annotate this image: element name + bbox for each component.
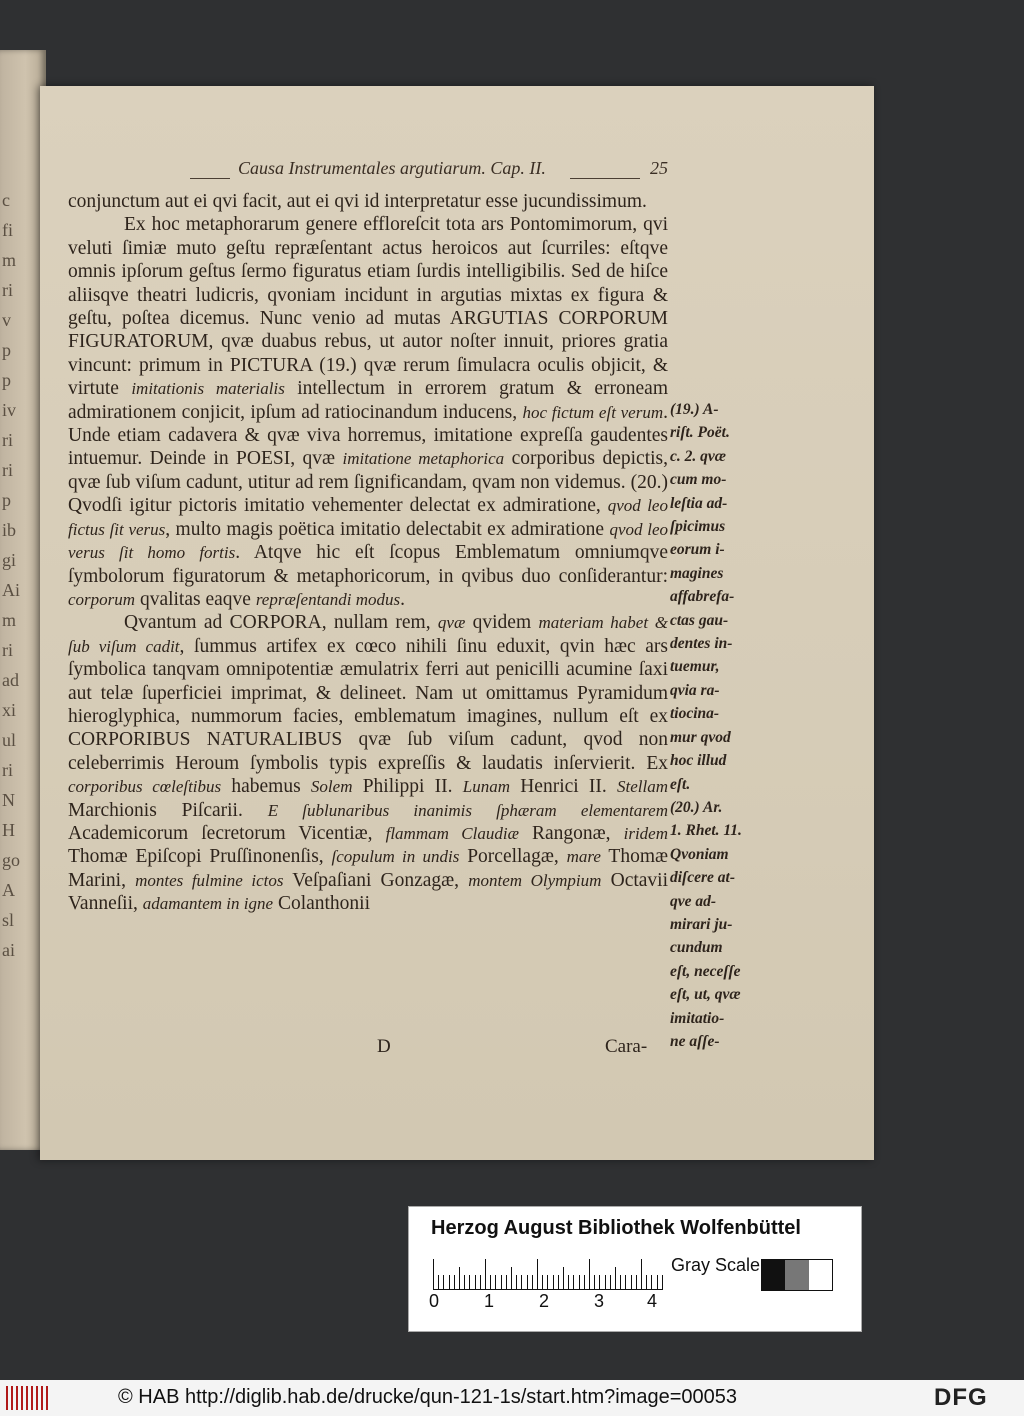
text-run: Rangonæ,	[518, 822, 624, 844]
header-rule-right	[570, 178, 640, 179]
text-run: habemus	[221, 776, 311, 798]
italic-text: montem Olympium	[468, 870, 602, 890]
text-run: corporibus depictis, qvæ ſub viſum cadunt, utitur ad rem ſignificandam, qvam non videmus. (20.) Qvodſi igitur pictoris imitatio vehementer delectat ex admiratione,	[68, 448, 668, 517]
italic-text: ſcopulum in undis	[331, 847, 460, 867]
scale-number: 4	[647, 1291, 658, 1311]
ruler-tick	[594, 1275, 595, 1289]
institution-name: Herzog August Bibliothek Wolfenbüttel	[431, 1217, 801, 1239]
ruler-tick	[516, 1275, 517, 1289]
ruler-tick	[651, 1275, 652, 1289]
text-run: Henrici II.	[510, 776, 617, 798]
italic-text: qvod leo fictus ſit verus	[68, 496, 668, 539]
ruler-tick	[599, 1275, 600, 1289]
ruler-tick	[563, 1267, 564, 1289]
facing-page-fragment: ri	[2, 760, 13, 780]
margin-note-line: qvia ra-	[670, 681, 720, 699]
italic-text: qvod leo verus ſit homo fortis	[68, 519, 668, 563]
text-run: Thomæ Marini,	[68, 846, 668, 891]
gray-scale-label: Gray Scale	[671, 1255, 761, 1275]
italic-text: imitationis materialis	[131, 379, 285, 399]
facing-page-fragment: ul	[2, 730, 17, 750]
ruler-tick	[506, 1275, 507, 1289]
ruler-tick	[646, 1275, 647, 1289]
ruler-ticks	[433, 1255, 663, 1290]
margin-note-line: eorum i-	[670, 541, 725, 559]
margin-note-line: c. 2. qvæ	[670, 447, 726, 465]
text-run: . Atqve hic eſt ſcopus Emblematum omniumqve ſymbolorum figuratorum & metaphoricorum, in qvibus duo conſiderantur:	[68, 542, 668, 587]
margin-note-line: dentes in-	[670, 635, 733, 653]
signature-mark: D	[377, 1036, 391, 1057]
text-run: Marchionis Piſcarii.	[68, 799, 268, 821]
facing-page-fragment: ri	[2, 460, 13, 480]
facing-page-fragment: m	[2, 610, 17, 630]
margin-note-line: eſt, neceſſe	[670, 962, 741, 980]
copyright-link[interactable]: © HAB http://diglib.hab.de/drucke/qun-121-1s/start.htm?image=00053	[118, 1386, 737, 1408]
ruler-tick	[475, 1275, 476, 1289]
text-run: intellectum in errorem gratum & erroneam admirationem conjicit, ipſum ad ratiocinandum inducens,	[68, 378, 668, 423]
ruler-tick	[438, 1275, 439, 1289]
text-run: Octavii Vanneſii,	[68, 869, 669, 915]
ruler-tick	[469, 1275, 470, 1289]
margin-note-line: ne aſſe-	[670, 1032, 720, 1050]
paragraph	[68, 213, 668, 611]
text-run: Veſpaſiani Gonzagæ,	[283, 869, 469, 891]
margin-note-line: hoc illud	[670, 752, 727, 770]
ruler-tick	[537, 1259, 538, 1289]
margin-note-line: cundum	[670, 939, 723, 957]
ruler-tick	[542, 1275, 543, 1289]
ruler-tick	[620, 1275, 621, 1289]
facing-page-fragment: xi	[2, 700, 17, 720]
ruler-tick	[579, 1275, 580, 1289]
ruler-tick	[454, 1275, 455, 1289]
ruler-tick	[547, 1275, 548, 1289]
italic-text: imitatione metaphorica	[342, 449, 505, 469]
margin-note-line: Qvoniam	[670, 845, 729, 863]
text-run: , multo magis poëtica imitatio delectabit ex admiratione	[165, 518, 610, 540]
facing-page-fragment: m	[2, 250, 17, 270]
ruler-tick	[573, 1275, 574, 1289]
scale-number: 2	[539, 1291, 550, 1311]
ruler-tick	[615, 1267, 616, 1289]
ruler-tick	[532, 1275, 533, 1289]
text-run: . Unde etiam cadavera & qvæ viva horremus, imitatione expreſſa gaudentes intuemur. Deinde in POESI, qvæ	[68, 401, 668, 470]
facing-page-fragment: go	[2, 850, 20, 870]
text-run: .	[400, 588, 406, 610]
margin-note-line: imitatio-	[670, 1009, 725, 1027]
margin-note-line: 1. Rhet. 11.	[670, 822, 742, 840]
ruler-tick	[501, 1275, 502, 1289]
margin-notes	[670, 398, 760, 1053]
ruler-tick	[636, 1275, 637, 1289]
text-run: Colanthonii	[273, 893, 371, 915]
margin-note-line: affabrefa-	[670, 588, 735, 606]
facing-page-fragment: H	[2, 820, 15, 840]
margin-note-line: eſt.	[670, 775, 691, 793]
ruler-tick	[449, 1275, 450, 1289]
ruler-tick	[480, 1275, 481, 1289]
italic-text: E ſublunaribus inanimis ſphæram elementarem	[267, 800, 668, 820]
ruler-tick	[495, 1275, 496, 1289]
margin-note-line: tuemur,	[670, 658, 720, 676]
page-number: 25	[650, 158, 668, 178]
margin-note-line: mur qvod	[670, 728, 731, 746]
footer-bar	[0, 1380, 1024, 1416]
facing-page-fragment: ib	[2, 520, 17, 540]
ruler-tick	[568, 1275, 569, 1289]
ruler-tick	[433, 1259, 434, 1289]
italic-text: corporibus cœleſtibus	[68, 777, 222, 797]
running-header	[190, 158, 710, 188]
facing-page-fragment: ad	[2, 670, 19, 690]
ruler-tick	[511, 1267, 512, 1289]
text-run: Porcellagæ,	[459, 846, 567, 868]
italic-text: corporum	[68, 589, 136, 609]
ruler-tick	[558, 1275, 559, 1289]
text-run: Ex hoc metaphorarum genere effloreſcit tota ars Pontomimorum, qvi veluti ſimiæ muto geſtu repræſentant actus heroicos aut ſcurriles: eſtqve omnis ipſorum geſtus ſermo figuratus etiam ſurdis intelligibilis. Sed de hiſce aliisqve theatri ludicris, qvoniam incidunt in argutias mixtas ex figura & geſtu, poſtea dicemus. Nunc venio ad mutas ARGUTIAS CORPORUM FIGURATORUM, qvæ duabus rebus, ut autor noſter innuit, priores gratia vincunt: primum in PICTURA (19.) qvæ rerum ſimulacra oculis objicit, & virtute	[68, 214, 668, 400]
ruler-tick	[521, 1275, 522, 1289]
italic-text: flammam Claudiæ	[385, 823, 519, 843]
italic-text: Lunam	[462, 777, 510, 797]
margin-note-line: mirari ju-	[670, 915, 733, 933]
italic-text: mare	[566, 847, 601, 867]
italic-text: Solem	[310, 777, 353, 797]
color-scale-card	[408, 1206, 862, 1332]
italic-text: hoc fictum eſt verum	[522, 402, 664, 422]
text-run: Thomæ Epiſcopi Pruſſinonenſis,	[68, 846, 332, 868]
ruler-tick	[605, 1275, 606, 1289]
paragraph	[68, 611, 668, 915]
ruler-tick	[584, 1275, 585, 1289]
italic-text: montes fulmine ictos	[135, 870, 284, 890]
facing-page-fragment: N	[2, 790, 15, 810]
facing-page-fragment: p	[2, 340, 11, 360]
scale-number: 3	[594, 1291, 605, 1311]
text-run: conjunctum aut ei qvi facit, aut ei qvi id interpretatur esse jucundissimum.	[68, 191, 647, 212]
facing-page-fragment: gi	[2, 550, 17, 570]
facing-page-fragment: p	[2, 370, 11, 390]
facing-page-fragment: iv	[2, 400, 17, 420]
margin-note-line: (19.) A-	[670, 401, 719, 418]
ruler-tick	[527, 1275, 528, 1289]
margin-note-line: tiocina-	[670, 705, 720, 723]
ruler-tick	[625, 1275, 626, 1289]
ruler-tick	[485, 1259, 486, 1289]
margin-note-line: (20.) Ar.	[670, 798, 723, 816]
facing-page-fragment: ri	[2, 430, 13, 450]
text-run: Philippi II.	[352, 776, 463, 798]
margin-note-line: qve ad-	[670, 892, 717, 910]
facing-page-fragment: ai	[2, 940, 15, 960]
facing-page-fragment: c	[2, 190, 10, 210]
italic-text: iridem	[623, 823, 668, 843]
facing-page-fragment: sl	[2, 910, 15, 930]
ruler-tick	[490, 1275, 491, 1289]
margin-note-line: leſtia ad-	[670, 494, 728, 512]
italic-text: repræſentandi modus	[255, 589, 401, 609]
margin-note-line: riſt. Poët.	[670, 424, 730, 442]
facing-page-fragment: v	[2, 310, 11, 330]
facing-page-fragment: p	[2, 490, 11, 510]
ruler-tick	[657, 1275, 658, 1289]
italic-text: adamantem in igne	[142, 894, 274, 914]
book-page	[40, 86, 874, 1160]
text-run: qvalitas eaqve	[135, 588, 256, 610]
scale-number: 1	[484, 1291, 495, 1311]
paragraph	[68, 190, 668, 213]
ruler-tick	[641, 1259, 642, 1289]
margin-note-line: cum mo-	[670, 471, 727, 489]
italic-text: materiam habet & ſub viſum cadit	[68, 613, 668, 656]
facing-page-fragment: A	[2, 880, 15, 900]
header-rule-left	[190, 178, 230, 179]
text-run: , ſummus artifex ex cœco nihili ſinu eduxit, qvin hæc ars ſymbolica tanqvam omnipotentiæ æmulatrix ferri aut penicilli acumine ſaxi aut telæ ſuperficiei imprimat, & delineet. Nam ut omittamus Pyramidum hieroglyphica, nummorum facies, emblematum imagines, nullum eſt ex CORPORIBUS NATURALIBUS qvæ ſub viſum cadunt, qvod non celeberrimis Heroum ſymbolis typis expreſſis & laudatis inſervierit. Ex	[68, 635, 668, 774]
body-text	[68, 190, 668, 916]
ruler-tick	[589, 1259, 590, 1289]
running-title: Causa Instrumentales argutiarum. Cap. II.	[238, 158, 546, 178]
ruler-tick	[464, 1275, 465, 1289]
italic-text: Stellam	[617, 777, 668, 797]
ruler-tick	[553, 1275, 554, 1289]
gray-swatch	[761, 1259, 833, 1291]
ruler-tick	[443, 1275, 444, 1289]
margin-note-line: diſcere at-	[670, 869, 735, 887]
italic-text: qvæ	[437, 613, 466, 633]
text-run: qvidem	[465, 612, 539, 634]
ruler-tick	[610, 1275, 611, 1289]
margin-note-line: ctas gau-	[670, 611, 729, 629]
catchword: Cara-	[605, 1036, 648, 1057]
facing-page-fragment: fi	[2, 220, 13, 240]
scale-number: 0	[429, 1291, 440, 1311]
facing-page-fragment: ri	[2, 640, 13, 660]
text-run: Qvantum ad CORPORA, nullam rem,	[124, 612, 438, 634]
facing-page-fragment: ri	[2, 280, 13, 300]
facing-page-fragment: Ai	[2, 580, 20, 600]
margin-note-line: ſpicimus	[670, 518, 726, 536]
text-run: Academicorum ſecretorum Vicentiæ,	[68, 822, 386, 844]
ruler-tick	[631, 1275, 632, 1289]
ruler-tick	[459, 1267, 460, 1289]
barcode-icon	[6, 1386, 48, 1410]
margin-note-line: magines	[670, 564, 724, 582]
margin-note-line: eſt, ut, qvæ	[670, 986, 741, 1004]
ruler-tick	[662, 1275, 663, 1289]
dfg-logo: DFG	[934, 1384, 988, 1411]
